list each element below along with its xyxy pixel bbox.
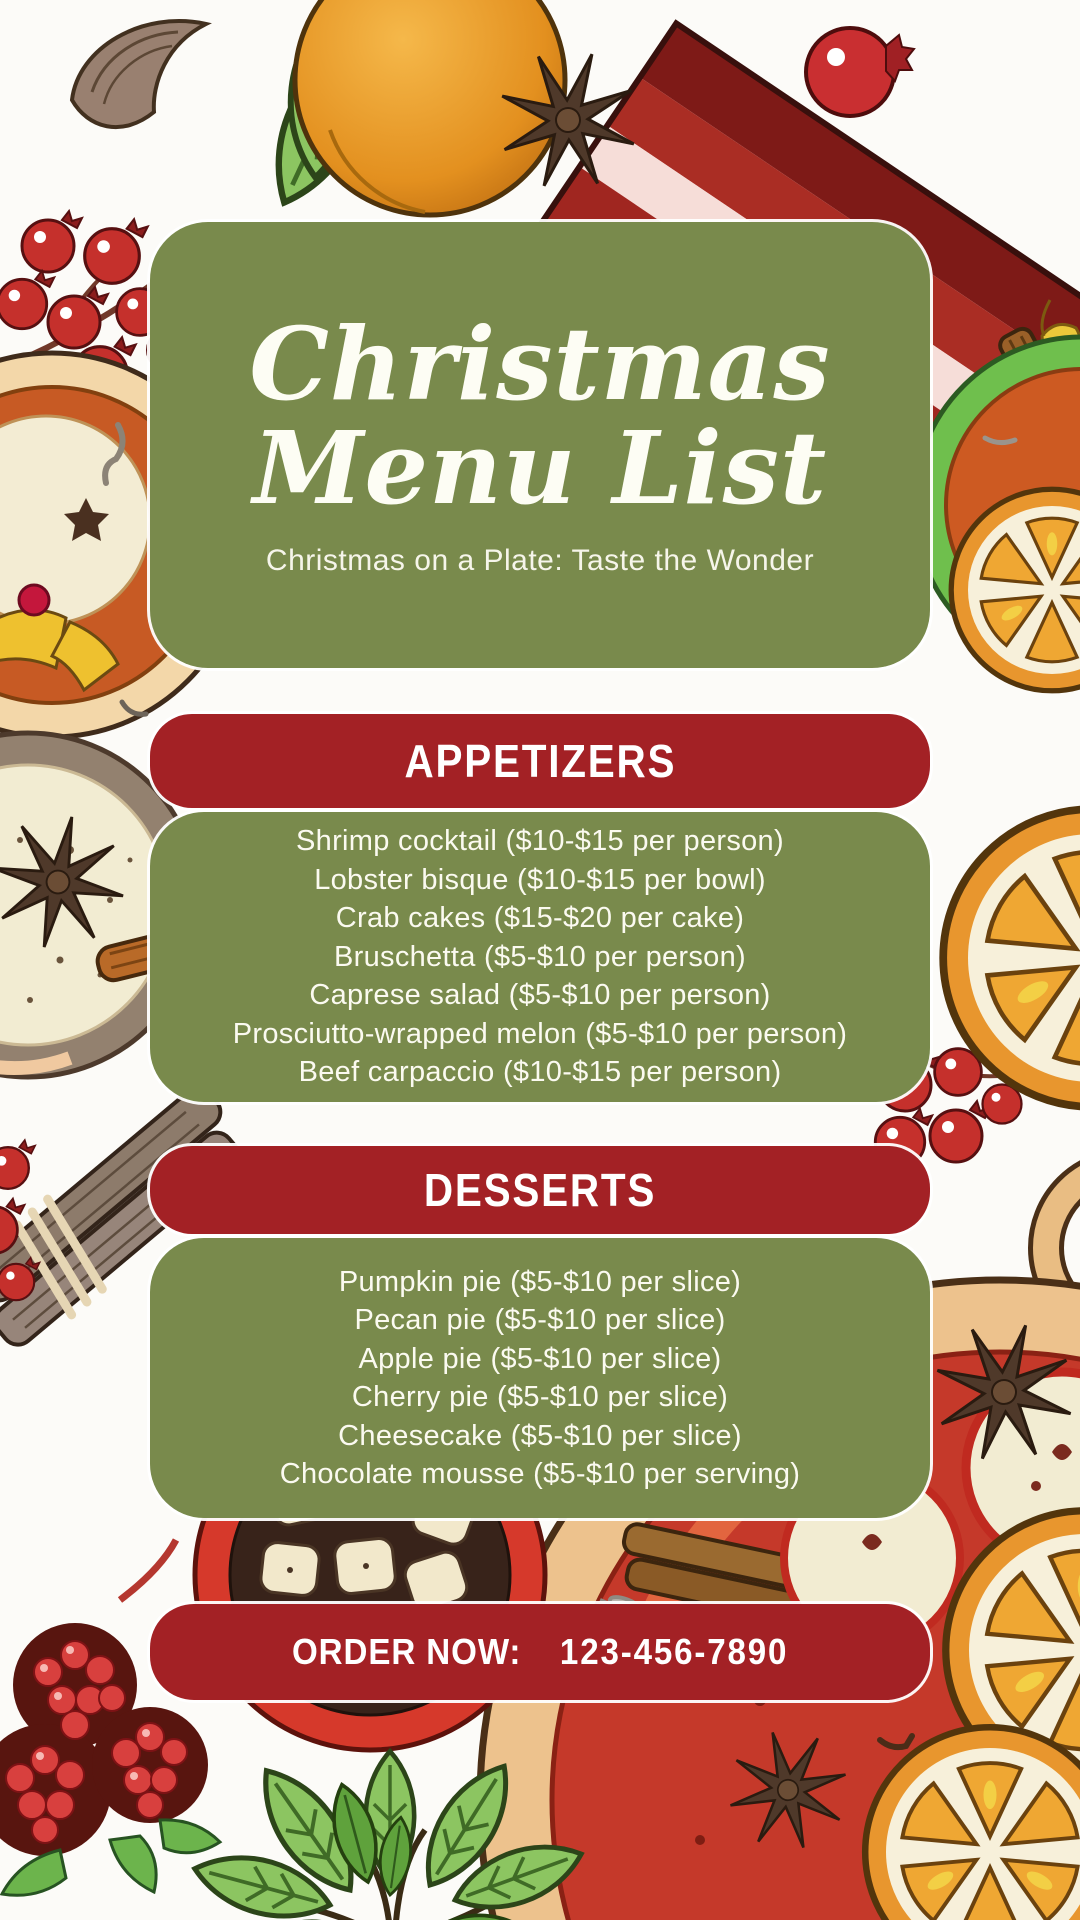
menu-item: Cherry pie ($5-$10 per slice) (351, 1381, 729, 1413)
raspberry-cluster-illustration (0, 1540, 220, 1895)
menu-item: Chocolate mousse ($5-$10 per serving) (279, 1458, 801, 1490)
appetizers-list-panel (150, 812, 930, 1102)
orange-fruit-illustration (254, 0, 565, 217)
menu-item: Apple pie ($5-$10 per slice) (358, 1342, 722, 1375)
order-now-banner (150, 1604, 930, 1700)
menu-item: Beef carpaccio ($10-$15 per person) (298, 1056, 782, 1089)
menu-item: Prosciutto-wrapped melon ($5-$10 per person) (232, 1017, 848, 1050)
pomegranate-berry-illustration (806, 28, 914, 116)
menu-item: Pumpkin pie ($5-$10 per slice) (338, 1265, 742, 1298)
appetizers-heading-banner (150, 714, 930, 808)
dried-peel-illustration (72, 21, 206, 127)
order-phone-number: 123-456-7890 (559, 1631, 788, 1672)
appetizers-list (233, 822, 847, 1092)
poster-subtitle: Christmas on a Plate: Taste the Wonder (265, 544, 815, 577)
desserts-heading: DESSERTS (423, 1164, 657, 1216)
appetizers-heading: APPETIZERS (404, 735, 676, 787)
menu-item: Lobster bisque ($10-$15 per bowl) (314, 863, 766, 896)
menu-item: Pecan pie ($5-$10 per slice) (354, 1304, 726, 1336)
menu-item: Caprese salad ($5-$10 per person) (309, 979, 771, 1012)
menu-item: Cheesecake ($5-$10 per slice) (338, 1419, 742, 1452)
menu-item: Bruschetta ($5-$10 per person) (334, 940, 746, 973)
menu-item: Shrimp cocktail ($10-$15 per person) (296, 825, 784, 858)
poster-title-line2: Menu List (252, 409, 828, 527)
menu-item: Crab cakes ($15-$20 per cake) (335, 902, 745, 935)
desserts-heading-banner (150, 1146, 930, 1234)
title-card (150, 222, 930, 668)
order-now-label: ORDER NOW: (292, 1631, 522, 1672)
poster-title-line1: Christmas (249, 305, 831, 423)
desserts-list (280, 1263, 800, 1494)
desserts-list-panel (150, 1238, 930, 1518)
